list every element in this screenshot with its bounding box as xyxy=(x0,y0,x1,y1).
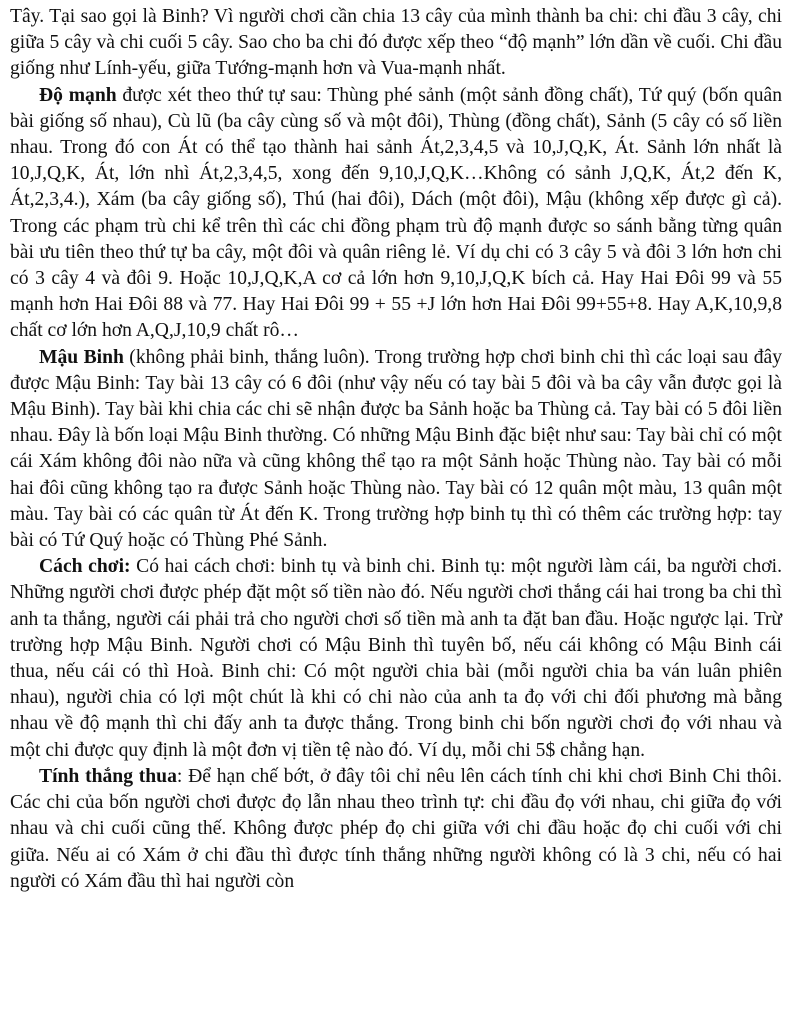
paragraph-cach-choi-text: Có hai cách chơi: binh tụ và binh chi. Binh tụ: một người làm cái, ba người chơi. Những người chơi được phép đặt một số tiền nào đó. Nếu người chơi thắng cái hai trong ba chi thì anh ta thắng, người cái phải trả cho người chơi số tiền mà anh ta đặt ban đầu. Hoặc ngược lại. Trừ trường hợp Mậu Binh. Người chơi có Mậu Binh thì tuyên bố, nếu cái không có Mậu Binh cái thua, nếu cái có thì Hoà. Binh chi: Có một người chia bài (mỗi người chia ba ván luân phiên nhau), người chia có lợi một chút là khi có chi nào của anh ta đọ với chi đối phương mà bằng nhau về độ mạnh thì chi đấy anh ta được thắng. Trong binh chi bốn người chơi đọ với nhau và một chi được quy định là một đơn vị tiền tệ nào đó. Ví dụ, mỗi chi 5$ chẳng hạn. xyxy=(10,556,782,761)
heading-mau-binh: Mậu Binh xyxy=(39,346,124,368)
paragraph-mau-binh-text: (không phải binh, thắng luôn). Trong trường hợp chơi binh chi thì các loại sau đây được Mậu Binh: Tay bài 13 cây có 6 đôi (như vậy nếu có tay bài 5 đôi và ba cây vẫn được gọi là Mậu Binh). Tay bài khi chia các chi sẽ nhận được ba Sảnh hoặc ba Thùng cả. Tay bài có 5 đôi liền nhau. Đây là bốn loại Mậu Binh thường. Có những Mậu Binh đặc biệt như sau: Tay bài chỉ có một cái Xám không đôi nào nữa và cũng không thể tạo ra một Sảnh hoặc Thùng nào. Tay bài có mỗi hai đôi cũng không tạo ra được Sảnh hoặc Thùng nào. Tay bài có 12 quân một màu, 13 quân một màu. Tay bài có các quân từ Át đến K. Trong trường hợp binh tụ thì có thêm các trường hợp: tay bài có Tứ Quý hoặc có Thùng Phé Sảnh. xyxy=(10,346,782,552)
heading-cach-choi: Cách chơi: xyxy=(39,556,131,578)
paragraph-intro-continued xyxy=(10,4,782,83)
heading-tinh-thang-thua: Tính thắng thua xyxy=(39,765,177,787)
paragraph-tinh-thang-thua xyxy=(10,764,782,895)
paragraph-cach-choi xyxy=(10,554,782,764)
paragraph-do-manh xyxy=(10,83,782,345)
paragraph-intro-text: Tây. Tại sao gọi là Binh? Vì người chơi cần chia 13 cây của mình thành ba chi: chi đầu 3 cây, chi giữa 5 cây và chi cuối 5 cây. Sao cho ba chi đó được xếp theo “độ mạnh” lớn dần về cuối. Chi đầu giống như Lính-yếu, giữa Tướng-mạnh hơn và Vua-mạnh nhất. xyxy=(10,6,782,80)
paragraph-tinh-thang-thua-text: : Để hạn chế bớt, ở đây tôi chỉ nêu lên cách tính chi khi chơi Binh Chi thôi. Các chi của bốn người chơi được đọ lẫn nhau theo trình tự: chi đầu đọ với nhau, chi giữa đọ với nhau và chi cuối cũng thế. Không được phép đọ chi giữa với chi đầu hoặc đọ chi cuối với chi giữa. Nếu ai có Xám ở chi đầu thì được tính thắng những người không có là 3 chi, nếu có hai người có Xám đầu thì hai người còn xyxy=(10,765,782,892)
paragraph-mau-binh xyxy=(10,345,782,555)
paragraph-do-manh-text: được xét theo thứ tự sau: Thùng phé sảnh (một sảnh đồng chất), Tứ quý (bốn quân bài giống số nhau), Cù lũ (ba cây cùng số và một đôi), Thùng (đồng chất), Sảnh (5 cây có số liền nhau. Trong đó con Át có thể tạo thành hai sảnh Át,2,3,4,5 và 10,J,Q,K, Át. Sảnh lớn nhất là 10,J,Q,K, Át, lớn nhì Át,2,3,4,5, xong đến 9,10,J,Q,K…Không có sảnh J,Q,K, Át,2 đến K, Át,2,3,4.), Xám (ba cây giống số), Thú (hai đôi), Dách (một đôi), Mậu (không xếp được gì cả). Trong các phạm trù chi kể trên thì các chi đồng phạm trù độ mạnh được so sánh bằng từng quân bài ưu tiên theo thứ tự ba cây, một đôi và quân riêng lẻ. Ví dụ chi có 3 cây 5 và đôi 3 lớn hơn chi có 3 cây 4 và đôi 9. Hoặc 10,J,Q,K,A cơ cả lớn hơn 9,10,J,Q,K bích cả. Hay Hai Đôi 99 và 55 mạnh hơn Hai Đôi 88 và 77. Hay Hai Đôi 99 + 55 +J lớn hơn Hai Đôi 99+55+8. Hay A,K,10,9,8 chất cơ lớn hơn A,Q,J,10,9 chất rô… xyxy=(10,84,782,342)
heading-do-manh: Độ mạnh xyxy=(39,84,117,106)
